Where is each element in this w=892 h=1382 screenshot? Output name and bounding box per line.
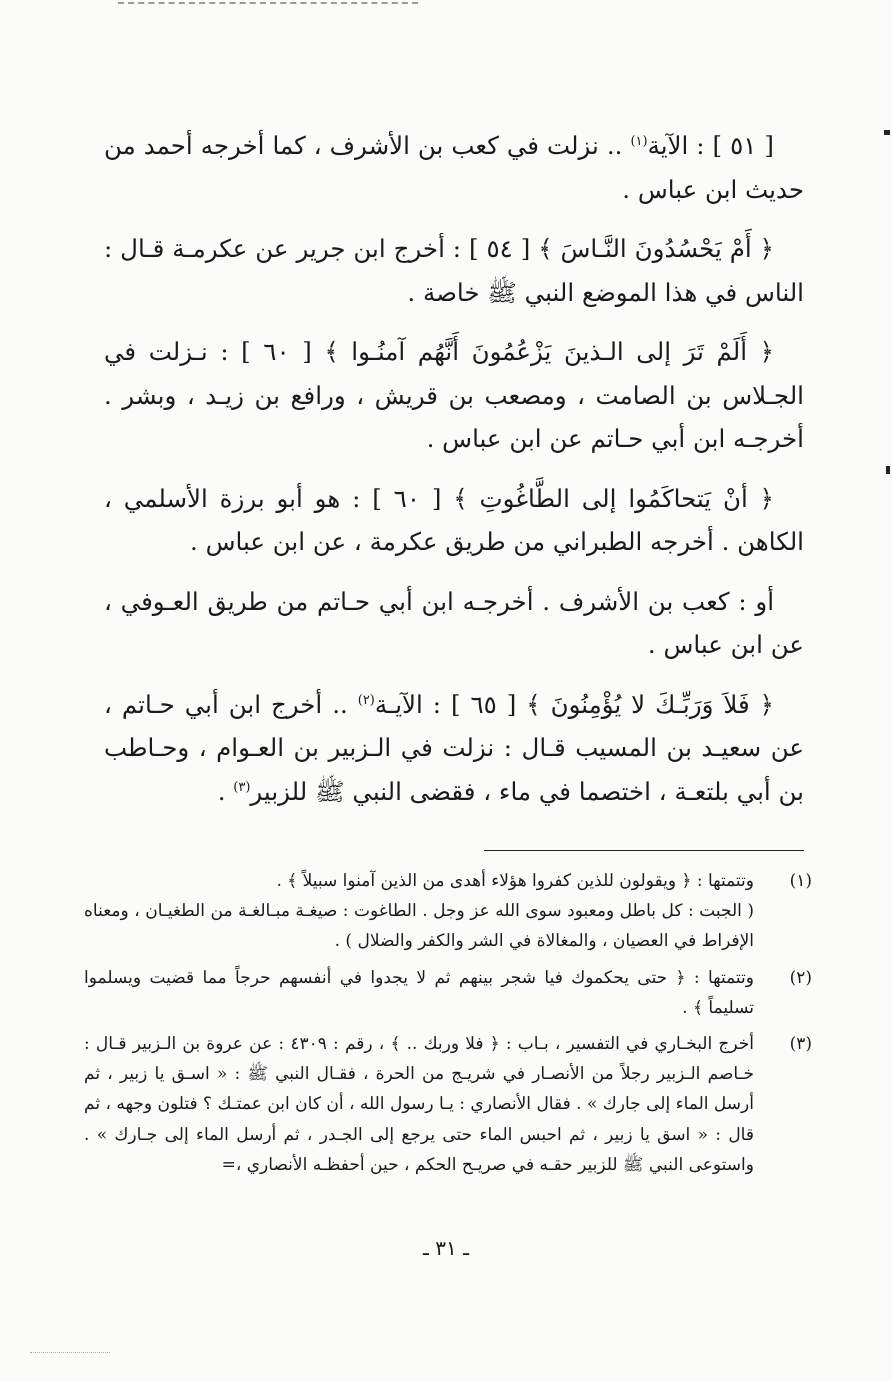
paragraph-6 <box>104 683 804 814</box>
paragraph-5: أو : كعب بن الأشرف . أخرجـه ابن أبي حـاتم من طريق العـوفي ، عن ابن عباس . <box>104 586 804 659</box>
page-number: ـ ٣١ ـ <box>423 1236 469 1260</box>
footnote-body <box>84 1029 754 1180</box>
paragraph-3: ﴿ أَلَمْ تَرَ إلى الـذينَ يَزْعُمُونَ أَنَّهُم آمنُـوا ﴾ [ ٦٠ ] : نـزلت في الجـلاس بن الصامت ، ومصعب بن قريش ، ورافع بن زيـد ، وبشر . أخرجـه ابن أبي حـاتم عن ابن عباس . <box>104 337 804 453</box>
right-edge-scan-mark <box>886 466 890 474</box>
footnote-text: أخرج البخـاري في التفسير ، بـاب : ﴿ فلا وربك .. ﴾ ، رقم : ٤٣٠٩ : عن عروة بن الـزبير قـال : خـاصم الـزبير رجلاً من الأنصـار في شريـج من الحرة ، فقـال النبي ﷺ : « اسـق يا زبير ، ثم أرسل الماء إلى جارك » . فقال الأنصاري : يـا رسول الله ، أن كان ابن عمتـك ؟ فتلون وجهه ، ثم قال : « اسق يا زبير ، ثم احبس الماء حتى يرجع إلى الجـدر ، ثم أرسل الماء إلى جـارك » . واستوعى النبي ﷺ للزبير حقـه في صريـح الحكم ، حين أحفظـه الأنصاري ،= <box>84 1034 754 1175</box>
footnote-ref-2: (٢) <box>357 692 375 708</box>
footnote-number: (٣) <box>789 1034 812 1055</box>
paragraph-2: ﴿ أَمْ يَحْسُدُونَ النَّـاسَ ﴾ [ ٥٤ ] : أخرج ابن جرير عن عكرمـة قـال : الناس في هذا الموضع النبي ﷺ خاصة . <box>104 234 804 307</box>
footnote-2 <box>84 963 812 1023</box>
main-text <box>104 124 804 829</box>
footnote-text: ( الجبت : كل باطل ومعبود سوى الله عز وجل . الطاغوت : صيغـة مبـالغـة من الطغيـان ، ومعناه الإفراط في العصيان ، والمغالاة في الشر والكفر والضلال ) . <box>84 901 754 952</box>
footnote-text: وتتمتها : ﴿ ويقولون للذين كفروا هؤلاء أهدى من الذين آمنوا سبيلاً ﴾ . <box>276 871 754 891</box>
bottom-edge-scan-mark <box>30 1346 110 1353</box>
footnote-ref-3: (٣) <box>233 779 251 795</box>
footnote-body <box>84 866 754 957</box>
footnote-body <box>84 963 754 1023</box>
right-edge-scan-mark <box>884 130 890 135</box>
footnote-text: وتتمتها : ﴿ حتى يحكموك فيا شجر بينهم ثم لا يجدوا في أنفسهم حرجاً مما قضيت ويسلموا تسليماً ﴾ . <box>84 967 754 1018</box>
footnote-number: (١) <box>789 871 812 891</box>
footnote-ref-1: (١) <box>630 133 648 149</box>
paragraph-6-middle: .. أخرج ابن أبي حـاتم ، عن سعيـد بن المسيب قـال : نزلت في الـزبير بن العـوام ، وحـاطب بن أبي بلتعـة ، اختصما في ماء ، فقضى النبي ﷺ للزبير <box>104 689 804 806</box>
footnote-1 <box>84 866 812 957</box>
footnotes <box>84 866 812 1186</box>
paragraph-6-start: ﴿ فَلاَ وَرَبِّـكَ لا يُؤْمِنُونَ ﴾ [ ٦٥ ] : الآيـة <box>374 689 774 719</box>
footnote-number: (٢) <box>789 967 812 988</box>
top-edge-scan-mark <box>118 2 418 4</box>
footnote-3 <box>84 1029 812 1180</box>
footnote-separator <box>484 850 804 851</box>
paragraph-4: ﴿ أنْ يَتحاكَمُوا إلى الطَّاغُوتِ ﴾ [ ٦٠ ] : هو أبو برزة الأسلمي ، الكاهن . أخرجه الطبراني من طريق عكرمة ، عن ابن عباس . <box>104 483 804 556</box>
paragraph-6-end: . <box>217 776 234 806</box>
paragraph-1-start: [ ٥١ ] : الآية <box>647 131 774 160</box>
paragraph-1 <box>104 124 804 211</box>
paragraph-1-rest: .. نزلت في كعب بن الأشرف ، كما أخرجه أحمد من حديث ابن عباس . <box>104 131 804 204</box>
